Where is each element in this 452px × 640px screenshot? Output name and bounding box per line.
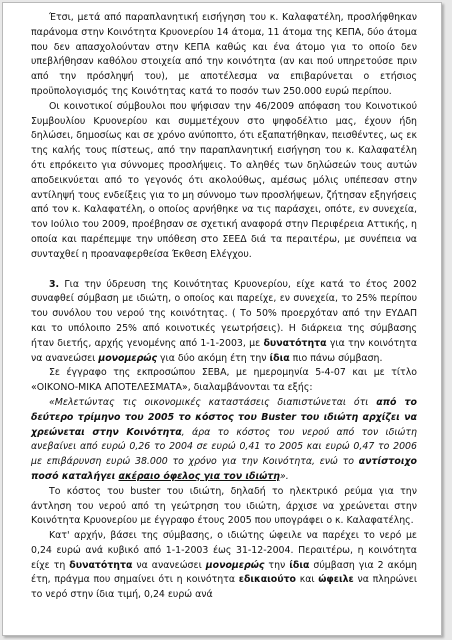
text: «Μελετώντας τις οικονομικές καταστάσεις διαπιστώνεται ότι: [49, 396, 377, 408]
bold-text: ίδια: [289, 559, 310, 571]
paragraph-6: [31, 485, 417, 529]
text: Σε έγγραφο της εκπροσώπου ΣΕΒΑ, με ημερομηνία 5-4-07 και με τίτλο «ΟΙΚΟΝΟ-ΜΙΚΑ ΑΠΟΤΕΛΕΣΜΑΤΑ», διαλαμβάνονται τα εξής:: [31, 367, 417, 394]
text: να ανανεώσει: [132, 559, 206, 571]
text: σύμβαση για 2 ακόμη έτη, πράγμα που σημαίνει ότι η κοινότητα: [31, 559, 417, 586]
text: ».: [279, 470, 289, 482]
text: για δύο ακόμη έτη την: [157, 352, 270, 364]
quote-paragraph: [31, 396, 417, 485]
text: να πληρώνει το νερό στην ίδια τιμή, 0,24 ευρώ ανά: [31, 574, 417, 601]
paragraph-1: [31, 11, 417, 100]
text: Για την ύδρευση της Κοινότητας Κρυονερίου, είχε κατά το έτος 2002 συναφθεί σύμβαση με ιδιώτη, ο οποίος και παρείχε, εν συνεχεία, το 25% περίπου του συνόλου του νερού της κοινότητας. ( Το 50% προερχόταν από την ΕΥΔΑΠ και το υπόλοιπο 25% από κοινοτικές γεωτρήσεις). Η διάρκεια της σύμβασης ήταν διετής, αρχής γενομένης από 1-1-2003, με: [31, 278, 417, 349]
bold-italic-text: μονομερώς: [98, 352, 158, 364]
bold-text: ίδια: [269, 352, 290, 364]
underlined-bold-text: ακέραιο όφελος για τον ιδιώτη: [118, 470, 280, 482]
bold-italic-text: μονομερώς: [205, 559, 265, 571]
text: για την κοινότητα να ανανεώσει: [31, 337, 417, 364]
paragraph-2: [31, 100, 417, 263]
text: Το κόστος του buster του ιδιώτη, δηλαδή το ηλεκτρικό ρεύμα για την άντληση του νερού από τη γεώτρηση του ιδιώτη, άρχισε να χρεώνεται στην Κοινότητα Κρυονερίου με έγγραφο έτους 2005 που υπογράφει ο κ. Καλαφατέλης.: [31, 485, 417, 527]
bold-text: αντίστοιχο ποσό καταλήγει: [31, 456, 417, 482]
text: και: [296, 574, 319, 586]
document-page: [2, 2, 442, 636]
paragraph-7: [31, 529, 417, 603]
bold-text: δυνατότητα: [263, 337, 327, 349]
bold-text: εδικαιούτο: [238, 574, 296, 586]
text: Έτσι, μετά από παραπλανητική εισήγηση του κ. Καλαφατέλη, προσλήφθηκαν παράνομα στην Κοινότητα Κρυονερίου 14 άτομα, 11 άτομα της ΚΕΠΑ, δύο άτομα που δεν απασχολούνταν στην ΚΕΠΑ καθώς και ένα άτομο για το οποίο δεν υπεβλήθησαν καθόλου στοιχεία από την κοινότητα (αν και πού υπηρετούσε πριν από την πρόσληψή του), με αποτέλεσμα να επιβαρύνεται ο ετήσιος προϋπολογισμός της Κοινότητας κατά το ποσόν των 250.000 ευρώ περίπου.: [31, 12, 417, 97]
paragraph-4: [31, 366, 417, 396]
paragraph-3: [31, 278, 417, 367]
text: πιο πάνω σύμβαση.: [289, 352, 383, 364]
section-number: 3.: [49, 278, 60, 290]
text: Οι κοινοτικοί σύμβουλοι που ψήφισαν την 46/2009 απόφαση του Κοινοτικού Συμβουλίου Κρυονερίου και συμμετέχουν στο ψηφοδέλτιο μας, έχουν ήδη δηλώσει, δημοσίως και σε χρόνο ανύποπτο, ότι εξαπατήθηκαν, πεισθέντες, ως εκ της καλής τους πίστεως, από την παραπλανητική εισήγηση του κ. Καλαφατέλη ότι επρόκειτο για σύννομες προσλήψεις. Το αληθές των δηλώσεών τους αυτών αποδεικνύεται από το γεγονός ότι ακολούθως, αμέσως μόλις υπέπεσαν στην αντίληψή τους ενδείξεις για το μη σύννομο των προσλήψεων, ζήτησαν εξηγήσεις από τον κ. Καλαφατέλη, ο οποίος αρνήθηκε να τις παράσχει, οπότε, εν συνεχεία, τον Ιούλιο του 2009, προέβησαν σε σχετική αναφορά στην Περιφέρεια Αττικής, η οποία και παρέπεμψε την υπόθεση στο ΣΕΕΔ διά τα περαιτέρω, με συνέπεια να συνταχθεί η προαναφερθείσα Έκθεση Ελέγχου.: [31, 100, 417, 260]
bold-text: δυνατότητα: [69, 559, 133, 571]
text: , άρα το κόστος του νερού από τον ιδιώτη ανεβαίνει από ευρώ 0,26 το 2004 σε ευρώ 0,41 το 2005 και ευρώ 0,47 το 2006 με επιβάρυνση ευρώ 38.000 το χρόνο για την Κοινότητα, ενώ το: [31, 426, 417, 468]
text: Κατ' αρχήν, βάσει της σύμβασης, ο ιδιώτης ώφειλε να παρέχει το νερό με 0,24 ευρώ ανά κυβικό από 1-1-2003 έως 31-12-2004. Περαιτέρω, η κοινότητα είχε τη: [31, 530, 417, 571]
bold-text: από το δεύτερο τρίμηνο του 2005 το κόστος του Buster του ιδιώτη αρχίζει να χρεώνεται στην Κοινότητα: [31, 396, 417, 438]
bold-text: ώφειλε: [318, 574, 354, 586]
document-body: [31, 11, 417, 603]
text: την: [264, 559, 290, 571]
